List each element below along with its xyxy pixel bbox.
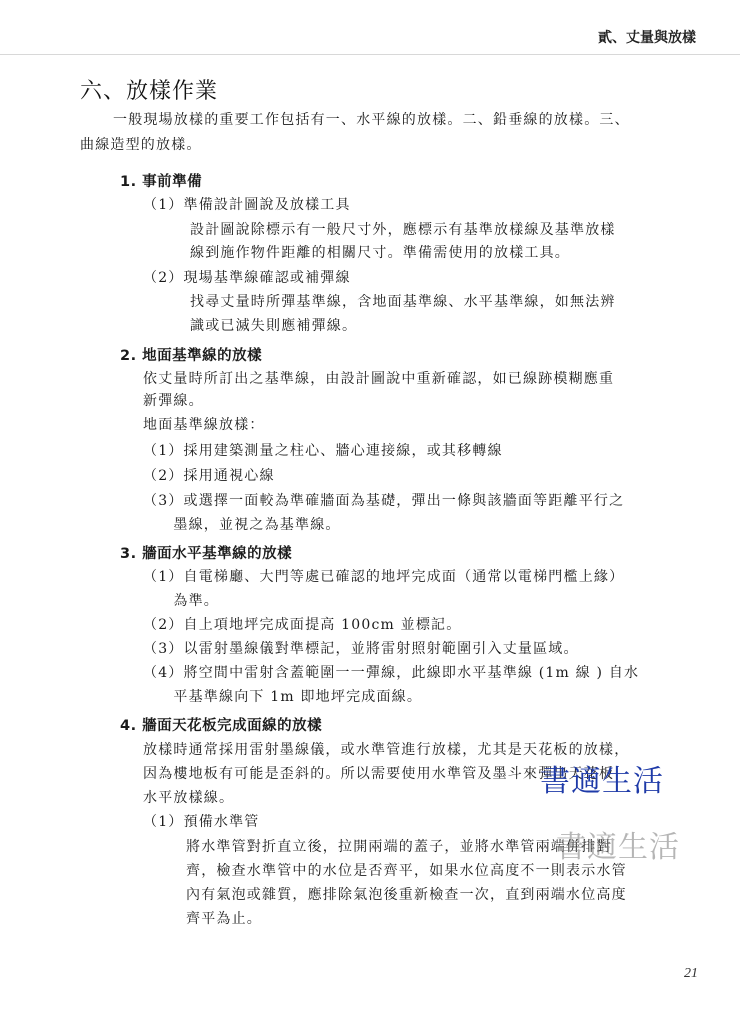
list-item: 墨線，並視之為基準線。 bbox=[143, 517, 341, 533]
body-line: 因為樓地板有可能是歪斜的。所以需要使用水準管及墨斗來彈出天花板 bbox=[143, 766, 615, 782]
header-rule bbox=[0, 54, 740, 55]
heading-floor-baseline: 2. 地面基準線的放樣 bbox=[120, 348, 263, 364]
list-item: 平基準線向下 1m 即地坪完成面線。 bbox=[143, 689, 423, 705]
watermark-blue: 書適生活 bbox=[540, 764, 664, 799]
item-text-line: 線到施作物件距離的相關尺寸。準備需使用的放樣工具。 bbox=[190, 245, 570, 261]
watermark-gray: 書適生活 bbox=[556, 830, 680, 865]
running-head: 貳、丈量與放樣 bbox=[598, 30, 696, 46]
body-line: 水平放樣線。 bbox=[143, 790, 235, 806]
item-label: （1）準備設計圖說及放樣工具 bbox=[143, 197, 351, 213]
body-line: 地面基準線放樣： bbox=[143, 417, 265, 433]
list-item: （1）採用建築測量之柱心、牆心連接線，或其移轉線 bbox=[143, 443, 503, 459]
list-item: （2）自上項地坪完成面提高 100cm 並標記。 bbox=[143, 617, 462, 633]
heading-ceiling-line: 4. 牆面天花板完成面線的放樣 bbox=[120, 718, 323, 734]
section-title: 六、放樣作業 bbox=[80, 79, 219, 104]
item-text-line: 識或已滅失則應補彈線。 bbox=[190, 318, 358, 334]
body-line: 放樣時通常採用雷射墨線儀，或水準管進行放樣，尤其是天花板的放樣， bbox=[143, 742, 630, 758]
body-line: 依丈量時所訂出之基準線，由設計圖說中重新確認，如已線跡模糊應重 bbox=[143, 371, 615, 387]
list-item: （4）將空間中雷射含蓋範圍一一彈線，此線即水平基準線 (1m 線 ) 自水 bbox=[143, 665, 640, 681]
page-number: 21 bbox=[684, 966, 698, 981]
item-text-line: 內有氣泡或雜質，應排除氣泡後重新檢查一次，直到兩端水位高度 bbox=[186, 887, 627, 903]
item-text-line: 找尋丈量時所彈基準線，含地面基準線、水平基準線，如無法辨 bbox=[190, 294, 616, 310]
item-label: （1）預備水準管 bbox=[143, 814, 260, 830]
list-item: （3）以雷射墨線儀對準標記，並將雷射照射範圍引入丈量區域。 bbox=[143, 641, 579, 657]
list-item: （2）採用通視心線 bbox=[143, 468, 275, 484]
intro-line-2: 曲線造型的放樣。 bbox=[80, 137, 202, 153]
item-text-line: 設計圖說除標示有一般尺寸外，應標示有基準放樣線及基準放樣 bbox=[190, 222, 616, 238]
item-text-line: 將水準管對折直立後，拉開兩端的蓋子，並將水準管兩端併排對 bbox=[186, 839, 612, 855]
list-item: 為準。 bbox=[143, 593, 219, 609]
item-text-line: 齊，檢查水準管中的水位是否齊平，如果水位高度不一則表示水管 bbox=[186, 863, 627, 879]
heading-preparation: 1. 事前準備 bbox=[120, 174, 203, 190]
list-item: （3）或選擇一面較為準確牆面為基礎，彈出一條與該牆面等距離平行之 bbox=[143, 493, 625, 509]
list-item: （1）自電梯廳、大門等處已確認的地坪完成面（通常以電梯門檻上緣） bbox=[143, 569, 625, 585]
heading-wall-level-baseline: 3. 牆面水平基準線的放樣 bbox=[120, 546, 293, 562]
body-line: 新彈線。 bbox=[143, 393, 204, 409]
intro-line-1: 一般現場放樣的重要工作包括有一、水平線的放樣。二、鉛垂線的放樣。三、 bbox=[113, 112, 630, 128]
item-text-line: 齊平為止。 bbox=[186, 911, 262, 927]
item-label: （2）現場基準線確認或補彈線 bbox=[143, 270, 351, 286]
